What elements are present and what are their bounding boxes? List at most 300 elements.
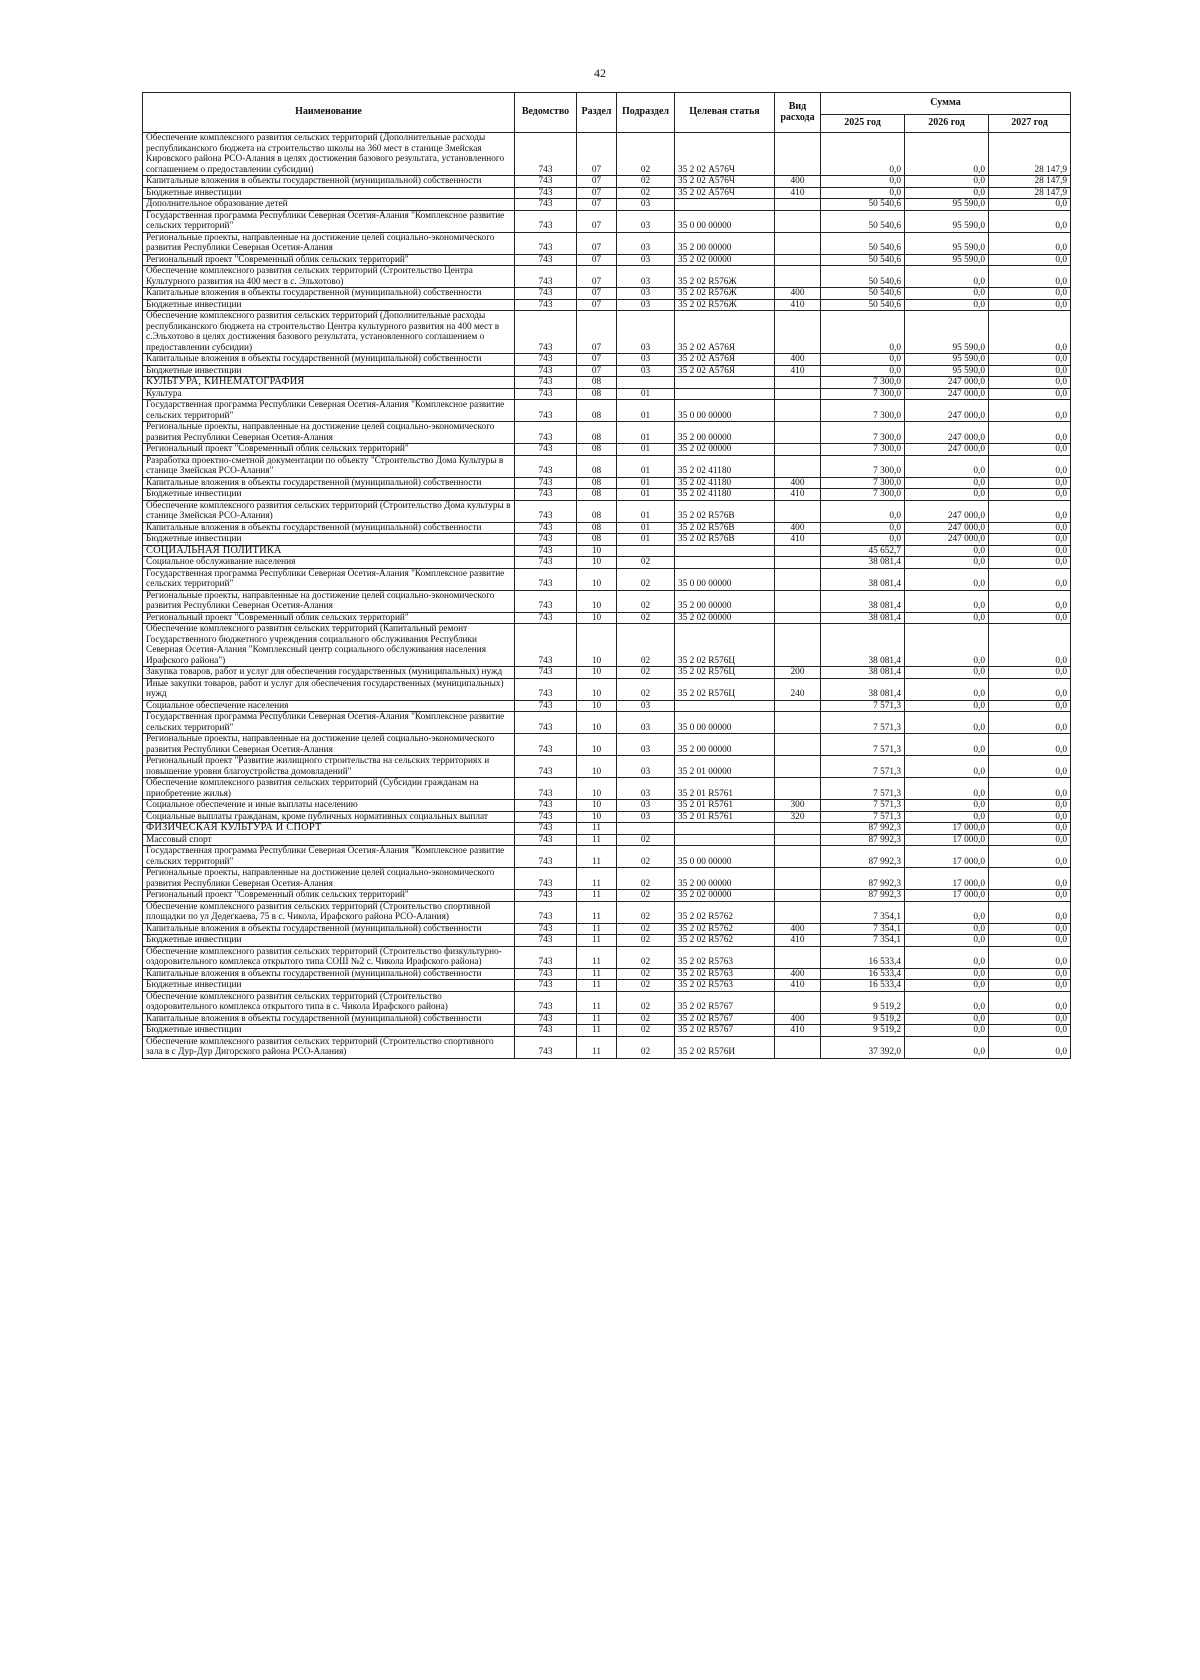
table-row — [143, 568, 1071, 590]
row-subsection: 02 — [617, 901, 675, 923]
row-exp-type — [775, 444, 821, 456]
table-row — [143, 935, 1071, 947]
row-article: 35 2 02 R576Ц — [675, 667, 775, 679]
row-article: 35 2 00 00000 — [675, 590, 775, 612]
row-sum-2026: 0,0 — [905, 712, 989, 734]
row-article: 35 2 02 R576В — [675, 500, 775, 522]
row-exp-type — [775, 377, 821, 389]
row-exp-type — [775, 901, 821, 923]
row-article: 35 2 01 R5761 — [675, 778, 775, 800]
row-dept: 743 — [515, 199, 577, 211]
row-sum-2026: 0,0 — [905, 568, 989, 590]
table-row — [143, 400, 1071, 422]
row-section: 10 — [577, 568, 617, 590]
row-dept: 743 — [515, 778, 577, 800]
row-exp-type: 200 — [775, 667, 821, 679]
row-section: 08 — [577, 534, 617, 546]
row-sum-2025: 7 354,1 — [821, 935, 905, 947]
row-article — [675, 834, 775, 846]
row-exp-type: 400 — [775, 522, 821, 534]
row-subsection: 03 — [617, 210, 675, 232]
row-sum-2025: 50 540,6 — [821, 288, 905, 300]
row-name: Обеспечение комплексного развития сельских территорий (Дополнительные расходы республиканского бюджета на строительство школы на 360 мест в станице Змейская Кировского района РСО-Алания в целях достижения базового результата, установленного соглашением о предоставлении субсидии) — [143, 133, 515, 176]
row-sum-2026: 0,0 — [905, 299, 989, 311]
row-sum-2027: 0,0 — [989, 1013, 1071, 1025]
row-sum-2025: 38 081,4 — [821, 557, 905, 569]
row-name: Бюджетные инвестиции — [143, 299, 515, 311]
row-section: 11 — [577, 935, 617, 947]
row-subsection: 01 — [617, 500, 675, 522]
table-row — [143, 846, 1071, 868]
table-row — [143, 311, 1071, 354]
row-sum-2026: 0,0 — [905, 489, 989, 501]
row-exp-type — [775, 545, 821, 557]
row-sum-2026: 0,0 — [905, 1025, 989, 1037]
page-number: 42 — [594, 66, 606, 80]
row-section: 11 — [577, 1036, 617, 1058]
row-name: Региональные проекты, направленные на достижение целей социально-экономического развития Республики Северная Осетия-Алания — [143, 734, 515, 756]
row-article: 35 2 01 R5761 — [675, 800, 775, 812]
row-sum-2025: 16 533,4 — [821, 980, 905, 992]
row-name: Бюджетные инвестиции — [143, 187, 515, 199]
row-name: Обеспечение комплексного развития сельских территорий (Строительство спортивной площадки по ул Дедегкаева, 75 в с. Чикола, Ирафского района РСО-Алания) — [143, 901, 515, 923]
table-row — [143, 133, 1071, 176]
row-subsection: 02 — [617, 1036, 675, 1058]
row-exp-type — [775, 590, 821, 612]
row-sum-2026: 95 590,0 — [905, 354, 989, 366]
row-dept: 743 — [515, 254, 577, 266]
row-dept: 743 — [515, 868, 577, 890]
row-article: 35 2 00 00000 — [675, 422, 775, 444]
row-exp-type — [775, 400, 821, 422]
row-name: Государственная программа Республики Северная Осетия-Алания "Комплексное развитие сельских территорий" — [143, 568, 515, 590]
row-name: Государственная программа Республики Северная Осетия-Алания "Комплексное развитие сельских территорий" — [143, 846, 515, 868]
row-article: 35 0 00 00000 — [675, 568, 775, 590]
row-dept: 743 — [515, 133, 577, 176]
table-row — [143, 1013, 1071, 1025]
row-dept: 743 — [515, 1036, 577, 1058]
row-section: 10 — [577, 700, 617, 712]
row-dept: 743 — [515, 890, 577, 902]
row-exp-type — [775, 388, 821, 400]
row-subsection: 01 — [617, 400, 675, 422]
row-sum-2026: 0,0 — [905, 477, 989, 489]
row-subsection: 03 — [617, 811, 675, 823]
row-section: 11 — [577, 1013, 617, 1025]
table-row — [143, 377, 1071, 389]
row-exp-type — [775, 254, 821, 266]
header-name: Наименование — [143, 93, 515, 133]
row-article: 35 2 02 41180 — [675, 489, 775, 501]
row-subsection: 03 — [617, 800, 675, 812]
table-row — [143, 712, 1071, 734]
row-article — [675, 388, 775, 400]
row-sum-2026: 0,0 — [905, 968, 989, 980]
row-exp-type — [775, 500, 821, 522]
table-row — [143, 187, 1071, 199]
row-section: 07 — [577, 187, 617, 199]
row-exp-type: 400 — [775, 477, 821, 489]
row-subsection: 02 — [617, 557, 675, 569]
row-section: 11 — [577, 980, 617, 992]
row-article: 35 2 02 41180 — [675, 455, 775, 477]
row-subsection: 02 — [617, 624, 675, 667]
row-article: 35 2 02 41180 — [675, 477, 775, 489]
row-sum-2027: 0,0 — [989, 890, 1071, 902]
row-subsection: 03 — [617, 756, 675, 778]
row-section: 08 — [577, 444, 617, 456]
row-section: 10 — [577, 756, 617, 778]
row-sum-2027: 0,0 — [989, 667, 1071, 679]
row-name: Бюджетные инвестиции — [143, 980, 515, 992]
row-sum-2026: 0,0 — [905, 756, 989, 778]
row-exp-type — [775, 823, 821, 835]
row-section: 10 — [577, 734, 617, 756]
row-sum-2026: 247 000,0 — [905, 377, 989, 389]
row-article: 35 2 02 R5763 — [675, 968, 775, 980]
row-dept: 743 — [515, 422, 577, 444]
row-sum-2027: 0,0 — [989, 254, 1071, 266]
row-dept: 743 — [515, 935, 577, 947]
row-sum-2025: 38 081,4 — [821, 568, 905, 590]
row-section: 10 — [577, 678, 617, 700]
row-dept: 743 — [515, 232, 577, 254]
row-exp-type — [775, 557, 821, 569]
row-sum-2026: 0,0 — [905, 678, 989, 700]
row-dept: 743 — [515, 968, 577, 980]
table-row — [143, 756, 1071, 778]
row-name: Обеспечение комплексного развития сельских территорий (Дополнительные расходы республиканского бюджета на строительство Центра культурного развития на 400 мест в с.Эльхотово в целях достижения базового результата, установленного соглашением о предоставлении субсидии) — [143, 311, 515, 354]
row-sum-2026: 0,0 — [905, 612, 989, 624]
row-sum-2026: 17 000,0 — [905, 868, 989, 890]
table-row — [143, 522, 1071, 534]
row-sum-2027: 0,0 — [989, 756, 1071, 778]
row-article: 35 2 02 00000 — [675, 890, 775, 902]
row-name: Государственная программа Республики Северная Осетия-Алания "Комплексное развитие сельских территорий" — [143, 210, 515, 232]
row-sum-2025: 9 519,2 — [821, 1025, 905, 1037]
row-exp-type — [775, 991, 821, 1013]
row-name: Капитальные вложения в объекты государственной (муниципальной) собственности — [143, 522, 515, 534]
row-sum-2026: 17 000,0 — [905, 834, 989, 846]
row-article: 35 2 02 R5762 — [675, 935, 775, 947]
table-row — [143, 422, 1071, 444]
row-sum-2027: 0,0 — [989, 800, 1071, 812]
row-section: 10 — [577, 800, 617, 812]
row-article: 35 0 00 00000 — [675, 400, 775, 422]
row-name: СОЦИАЛЬНАЯ ПОЛИТИКА — [143, 545, 515, 557]
table-row — [143, 1036, 1071, 1058]
row-article: 35 2 02 А576Ч — [675, 187, 775, 199]
row-sum-2027: 0,0 — [989, 354, 1071, 366]
row-dept: 743 — [515, 590, 577, 612]
row-subsection: 01 — [617, 534, 675, 546]
table-row — [143, 444, 1071, 456]
row-section: 10 — [577, 667, 617, 679]
row-sum-2026: 247 000,0 — [905, 500, 989, 522]
row-exp-type — [775, 199, 821, 211]
row-sum-2027: 0,0 — [989, 923, 1071, 935]
row-name: Региональные проекты, направленные на достижение целей социально-экономического развития Республики Северная Осетия-Алания — [143, 232, 515, 254]
row-sum-2027: 0,0 — [989, 545, 1071, 557]
row-sum-2025: 37 392,0 — [821, 1036, 905, 1058]
row-exp-type: 410 — [775, 187, 821, 199]
row-article: 35 2 02 А576Ч — [675, 176, 775, 188]
row-article: 35 2 00 00000 — [675, 868, 775, 890]
row-dept: 743 — [515, 557, 577, 569]
row-sum-2027: 0,0 — [989, 846, 1071, 868]
row-sum-2026: 0,0 — [905, 734, 989, 756]
row-name: Бюджетные инвестиции — [143, 935, 515, 947]
row-section: 10 — [577, 557, 617, 569]
row-dept: 743 — [515, 210, 577, 232]
row-dept: 743 — [515, 266, 577, 288]
row-dept: 743 — [515, 1013, 577, 1025]
row-dept: 743 — [515, 700, 577, 712]
row-article: 35 2 02 R576Ж — [675, 288, 775, 300]
row-exp-type: 400 — [775, 354, 821, 366]
row-dept: 743 — [515, 568, 577, 590]
row-subsection: 02 — [617, 176, 675, 188]
row-name: Капитальные вложения в объекты государственной (муниципальной) собственности — [143, 968, 515, 980]
row-section: 07 — [577, 311, 617, 354]
row-sum-2026: 0,0 — [905, 778, 989, 800]
row-sum-2027: 0,0 — [989, 624, 1071, 667]
row-section: 10 — [577, 612, 617, 624]
row-subsection: 02 — [617, 1013, 675, 1025]
row-sum-2026: 247 000,0 — [905, 444, 989, 456]
table-row — [143, 667, 1071, 679]
row-section: 10 — [577, 545, 617, 557]
row-sum-2025: 87 992,3 — [821, 834, 905, 846]
row-name: Региональные проекты, направленные на достижение целей социально-экономического развития Республики Северная Осетия-Алания — [143, 868, 515, 890]
row-article — [675, 545, 775, 557]
row-exp-type: 400 — [775, 288, 821, 300]
row-section: 11 — [577, 890, 617, 902]
row-sum-2026: 95 590,0 — [905, 311, 989, 354]
row-sum-2025: 7 571,3 — [821, 811, 905, 823]
row-dept: 743 — [515, 354, 577, 366]
row-article: 35 2 02 R5762 — [675, 923, 775, 935]
row-sum-2025: 7 571,3 — [821, 800, 905, 812]
table-body — [143, 133, 1071, 1059]
row-article: 35 2 02 R576Ж — [675, 299, 775, 311]
row-sum-2026: 0,0 — [905, 811, 989, 823]
row-name: Государственная программа Республики Северная Осетия-Алания "Комплексное развитие сельских территорий" — [143, 712, 515, 734]
row-sum-2025: 7 571,3 — [821, 756, 905, 778]
row-article: 35 0 00 00000 — [675, 210, 775, 232]
table-row — [143, 500, 1071, 522]
header-exp-type: Вид расхода — [775, 93, 821, 133]
row-article: 35 2 02 R5763 — [675, 980, 775, 992]
row-name: Обеспечение комплексного развития сельских территорий (Строительство физкультурно-оздоровительного комплекса открытого типа СОШ №2 с. Чикола Ирафского района) — [143, 946, 515, 968]
table-row — [143, 365, 1071, 377]
row-section: 08 — [577, 489, 617, 501]
row-exp-type: 400 — [775, 176, 821, 188]
row-dept: 743 — [515, 991, 577, 1013]
row-sum-2027: 0,0 — [989, 455, 1071, 477]
table-row — [143, 890, 1071, 902]
table-row — [143, 991, 1071, 1013]
row-sum-2026: 0,0 — [905, 624, 989, 667]
row-sum-2025: 38 081,4 — [821, 612, 905, 624]
row-name: Бюджетные инвестиции — [143, 534, 515, 546]
row-sum-2026: 17 000,0 — [905, 823, 989, 835]
row-sum-2027: 0,0 — [989, 823, 1071, 835]
row-sum-2025: 7 300,0 — [821, 455, 905, 477]
row-subsection: 02 — [617, 612, 675, 624]
row-subsection: 01 — [617, 422, 675, 444]
header-year-2027: 2027 год — [989, 115, 1071, 133]
row-dept: 743 — [515, 400, 577, 422]
table-row — [143, 545, 1071, 557]
row-sum-2026: 0,0 — [905, 700, 989, 712]
row-subsection: 02 — [617, 590, 675, 612]
row-dept: 743 — [515, 823, 577, 835]
row-exp-type — [775, 266, 821, 288]
header-sum: Сумма — [821, 93, 1071, 115]
row-exp-type: 410 — [775, 1025, 821, 1037]
row-exp-type — [775, 232, 821, 254]
row-sum-2026: 0,0 — [905, 288, 989, 300]
row-sum-2027: 0,0 — [989, 522, 1071, 534]
header-subsection: Подраздел — [617, 93, 675, 133]
row-dept: 743 — [515, 901, 577, 923]
row-sum-2027: 0,0 — [989, 991, 1071, 1013]
row-sum-2027: 0,0 — [989, 534, 1071, 546]
row-section: 10 — [577, 624, 617, 667]
row-section: 07 — [577, 199, 617, 211]
row-section: 07 — [577, 210, 617, 232]
row-section: 10 — [577, 590, 617, 612]
row-section: 10 — [577, 712, 617, 734]
row-sum-2026: 0,0 — [905, 590, 989, 612]
row-sum-2026: 17 000,0 — [905, 846, 989, 868]
row-article: 35 2 02 А576Я — [675, 365, 775, 377]
row-sum-2025: 7 571,3 — [821, 700, 905, 712]
row-sum-2025: 50 540,6 — [821, 266, 905, 288]
row-section: 07 — [577, 133, 617, 176]
row-dept: 743 — [515, 923, 577, 935]
row-name: Региональный проект "Современный облик сельских территорий" — [143, 890, 515, 902]
row-dept: 743 — [515, 756, 577, 778]
row-dept: 743 — [515, 176, 577, 188]
row-sum-2025: 87 992,3 — [821, 823, 905, 835]
row-sum-2026: 247 000,0 — [905, 400, 989, 422]
row-section: 10 — [577, 811, 617, 823]
row-subsection: 03 — [617, 700, 675, 712]
row-subsection: 02 — [617, 133, 675, 176]
row-article: 35 0 00 00000 — [675, 712, 775, 734]
row-section: 07 — [577, 288, 617, 300]
row-name: Обеспечение комплексного развития сельских территорий (Строительство Центра Культурного развития на 400 мест в с. Эльхотово) — [143, 266, 515, 288]
row-sum-2026: 95 590,0 — [905, 254, 989, 266]
row-name: Государственная программа Республики Северная Осетия-Алания "Комплексное развитие сельских территорий" — [143, 400, 515, 422]
row-section: 07 — [577, 254, 617, 266]
row-sum-2025: 7 300,0 — [821, 388, 905, 400]
row-sum-2027: 0,0 — [989, 266, 1071, 288]
table-row — [143, 901, 1071, 923]
header-year-2025: 2025 год — [821, 115, 905, 133]
row-subsection: 03 — [617, 734, 675, 756]
header-article: Целевая статья — [675, 93, 775, 133]
row-exp-type — [775, 133, 821, 176]
row-sum-2026: 0,0 — [905, 800, 989, 812]
row-exp-type — [775, 422, 821, 444]
row-section: 11 — [577, 991, 617, 1013]
row-dept: 743 — [515, 946, 577, 968]
row-exp-type — [775, 846, 821, 868]
row-article: 35 2 02 А576Я — [675, 311, 775, 354]
row-exp-type: 320 — [775, 811, 821, 823]
row-exp-type: 400 — [775, 1013, 821, 1025]
row-dept: 743 — [515, 811, 577, 823]
row-sum-2027: 0,0 — [989, 901, 1071, 923]
row-sum-2027: 0,0 — [989, 422, 1071, 444]
row-exp-type — [775, 455, 821, 477]
row-dept: 743 — [515, 612, 577, 624]
row-exp-type — [775, 834, 821, 846]
row-name: Социальные выплаты гражданам, кроме публичных нормативных социальных выплат — [143, 811, 515, 823]
row-sum-2027: 0,0 — [989, 568, 1071, 590]
row-sum-2026: 0,0 — [905, 991, 989, 1013]
row-sum-2026: 0,0 — [905, 923, 989, 935]
row-exp-type — [775, 946, 821, 968]
table-row — [143, 968, 1071, 980]
row-sum-2025: 16 533,4 — [821, 968, 905, 980]
row-sum-2027: 28 147,9 — [989, 187, 1071, 199]
row-sum-2025: 50 540,6 — [821, 199, 905, 211]
row-dept: 743 — [515, 800, 577, 812]
row-sum-2027: 0,0 — [989, 1036, 1071, 1058]
table-row — [143, 778, 1071, 800]
row-sum-2027: 0,0 — [989, 868, 1071, 890]
table-row — [143, 254, 1071, 266]
table-row — [143, 199, 1071, 211]
table-row — [143, 1025, 1071, 1037]
row-sum-2025: 87 992,3 — [821, 846, 905, 868]
row-sum-2027: 0,0 — [989, 299, 1071, 311]
row-sum-2027: 0,0 — [989, 377, 1071, 389]
row-sum-2027: 0,0 — [989, 700, 1071, 712]
row-name: Обеспечение комплексного развития сельских территорий (Строительство спортивного зала в с Дур-Дур Дигорского района РСО-Алания) — [143, 1036, 515, 1058]
row-article: 35 2 02 R5767 — [675, 991, 775, 1013]
row-section: 11 — [577, 823, 617, 835]
row-section: 07 — [577, 354, 617, 366]
table-row — [143, 612, 1071, 624]
row-sum-2026: 0,0 — [905, 187, 989, 199]
row-sum-2027: 0,0 — [989, 388, 1071, 400]
row-sum-2027: 0,0 — [989, 400, 1071, 422]
row-sum-2026: 17 000,0 — [905, 890, 989, 902]
row-sum-2025: 50 540,6 — [821, 254, 905, 266]
row-sum-2026: 0,0 — [905, 667, 989, 679]
row-sum-2025: 7 300,0 — [821, 422, 905, 444]
row-exp-type: 410 — [775, 980, 821, 992]
row-sum-2025: 0,0 — [821, 500, 905, 522]
row-dept: 743 — [515, 734, 577, 756]
row-section: 10 — [577, 778, 617, 800]
row-name: Региональный проект "Современный облик сельских территорий" — [143, 612, 515, 624]
row-article — [675, 199, 775, 211]
row-sum-2025: 0,0 — [821, 133, 905, 176]
row-subsection — [617, 823, 675, 835]
row-dept: 743 — [515, 846, 577, 868]
row-sum-2025: 38 081,4 — [821, 590, 905, 612]
table-row — [143, 678, 1071, 700]
row-article: 35 2 02 R5767 — [675, 1025, 775, 1037]
row-sum-2026: 247 000,0 — [905, 388, 989, 400]
row-article: 35 2 02 R576Ц — [675, 678, 775, 700]
